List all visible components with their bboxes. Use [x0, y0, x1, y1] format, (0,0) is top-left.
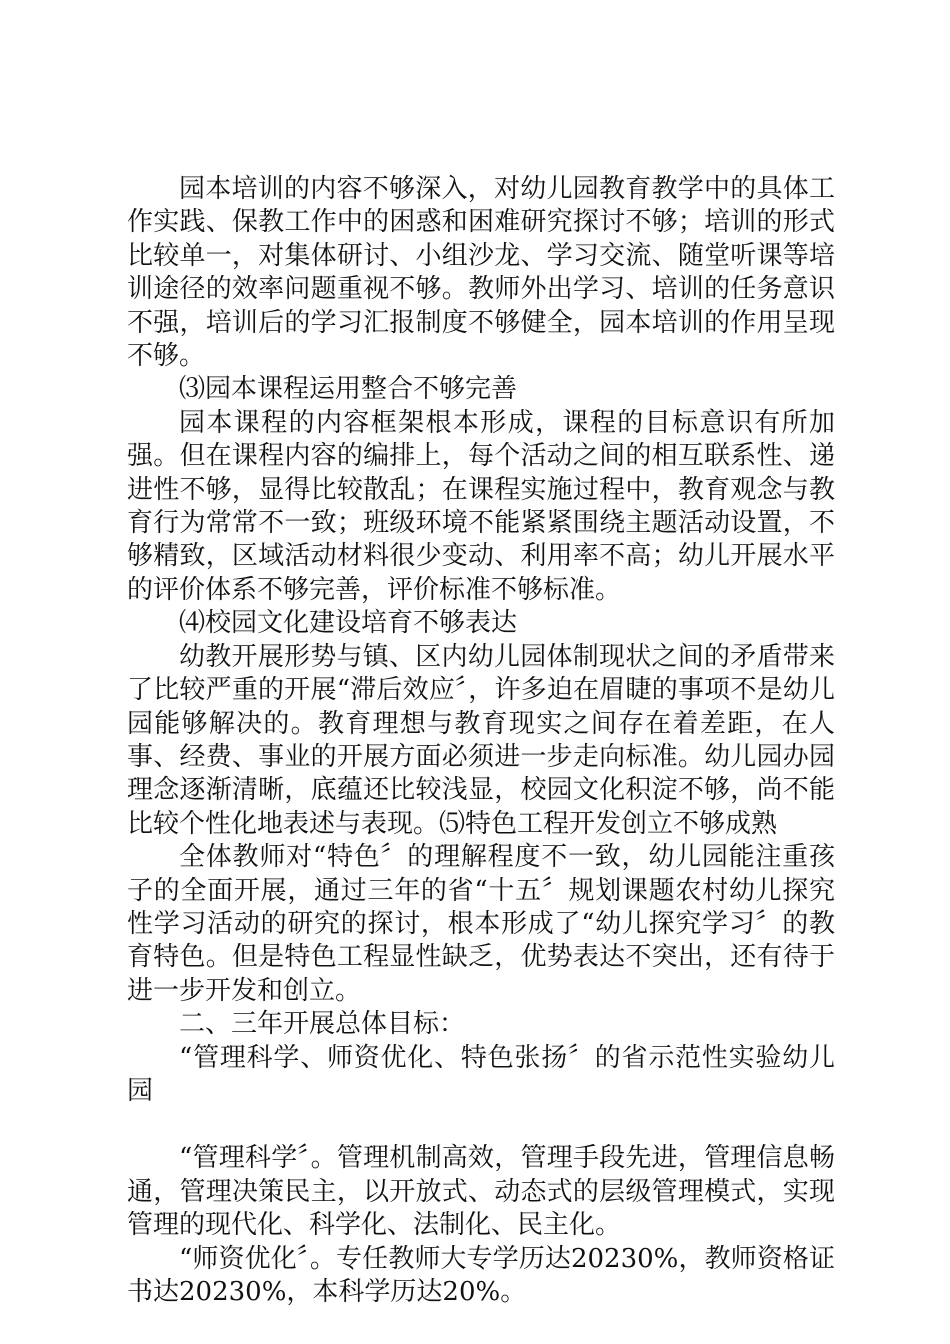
document-body: [127, 173, 835, 1309]
heading-campus-culture: ⑷校园文化建设培育不够表达: [179, 608, 518, 639]
paragraph-characteristics: 全体教师对“特色〞的理解程度不一致，幼儿园能注重孩子的全面开展，通过三年的省“十五〞规划课题农村幼儿探究性学习活动的研究的探讨，根本形成了“幼儿探究学习〞的教育特色。但是特色工程显性缺乏，优势表达不突出，还有待于进一步开发和创立。: [127, 842, 835, 1006]
heading-curriculum: ⑶园本课程运用整合不够完善: [179, 374, 518, 405]
paragraph-campus-culture: 幼教开展形势与镇、区内幼儿园体制现状之间的矛盾带来了比较严重的开展“滞后效应〞，许多迫在眉睫的事项不是幼儿园能够解决的。教育理想与教育现实之间存在着差距，在人事、经费、事业的开展方面必须进一步走向标准。幼儿园办园理念逐渐清晰，底蕴还比较浅显，校园文化积淀不够，尚不能比较个性化地表述与表现。⑸特色工程开发创立不够成熟: [127, 641, 835, 839]
paragraph-teachers: “师资优化〞。专任教师大专学历达20230%，教师资格证书达20230%，本科学历达20%。: [127, 1243, 835, 1307]
paragraph-goal-statement: “管理科学、师资优化、特色张扬〞的省示范性实验幼儿园: [127, 1042, 835, 1106]
paragraph-gap: [127, 1108, 835, 1142]
heading-overall-goals: 二、三年开展总体目标：: [179, 1009, 466, 1040]
paragraph-management: “管理科学〞。管理机制高效，管理手段先进，管理信息畅通，管理决策民主，以开放式、动态式的层级管理模式，实现管理的现代化、科学化、法制化、民主化。: [127, 1143, 835, 1241]
paragraph-training: 园本培训的内容不够深入，对幼儿园教育教学中的具体工作实践、保教工作中的困惑和困难研究探讨不够；培训的形式比较单一，对集体研讨、小组沙龙、学习交流、随堂听课等培训途径的效率问题重视不够。教师外出学习、培训的任务意识不强，培训后的学习汇报制度不够健全，园本培训的作用呈现不够。: [127, 174, 835, 372]
paragraph-curriculum: 园本课程的内容框架根本形成，课程的目标意识有所加强。但在课程内容的编排上，每个活动之间的相互联系性、递进性不够，显得比较散乱；在课程实施过程中，教育观念与教育行为常常不一致；班级环境不能紧紧围绕主题活动设置，不够精致，区域活动材料很少变动、利用率不高；幼儿开展水平的评价体系不够完善，评价标准不够标准。: [127, 407, 835, 605]
